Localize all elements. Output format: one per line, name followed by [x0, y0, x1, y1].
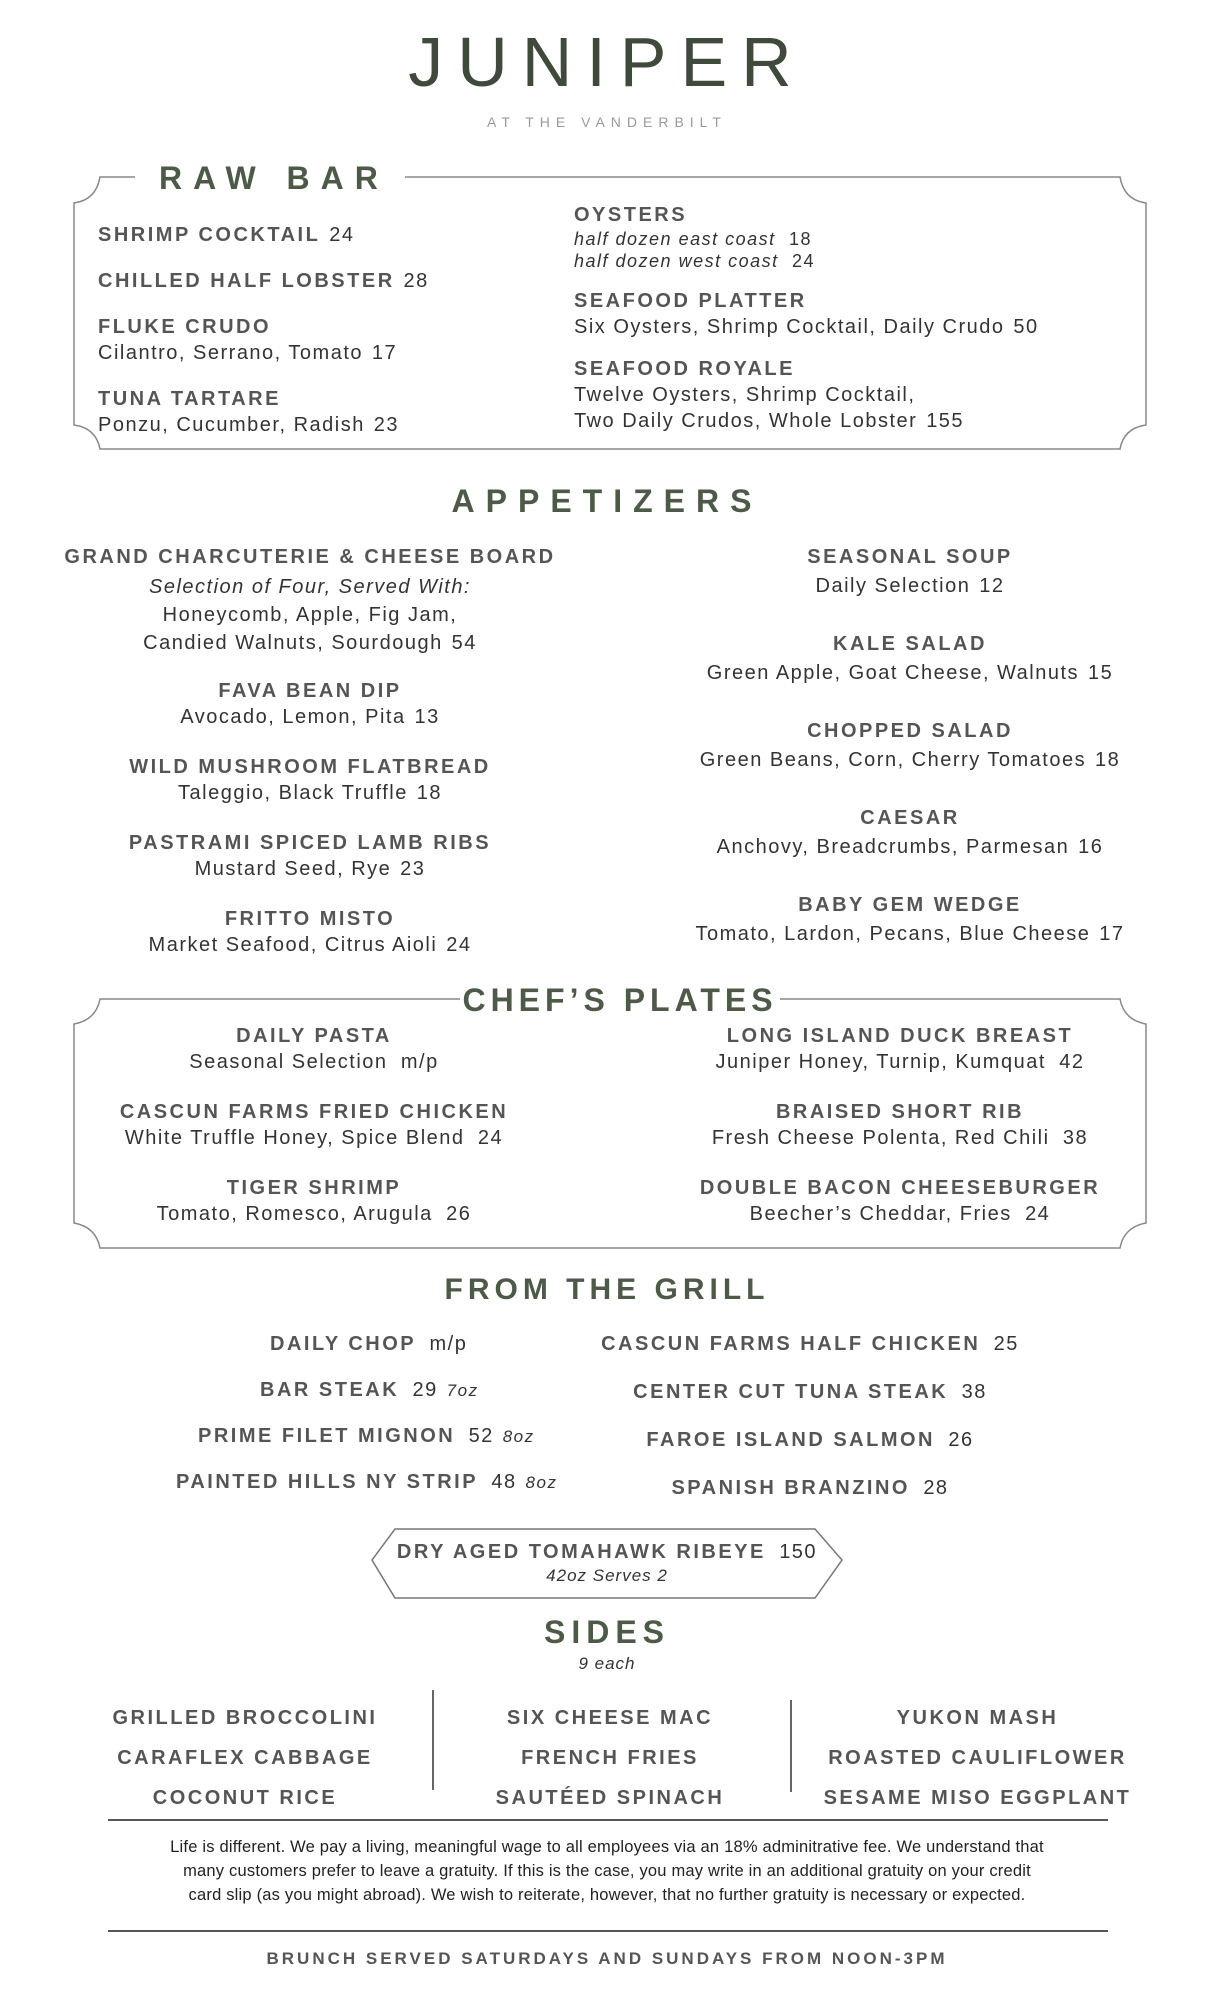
- side-item: ROASTED CAULIFLOWER: [828, 1747, 1127, 1769]
- menu-item-desc: Green Beans, Corn, Cherry Tomatoes 18: [699, 749, 1121, 771]
- menu-item: CHILLED HALF LOBSTER 28: [98, 270, 429, 292]
- menu-item-desc: White Truffle Honey, Spice Blend 24: [124, 1127, 504, 1149]
- sides-col-1: [90, 1698, 400, 1818]
- menu-item: SEAFOOD ROYALE: [574, 358, 795, 380]
- menu-item: OYSTERS: [574, 204, 688, 226]
- menu-item: CENTER CUT TUNA STEAK 38: [633, 1381, 987, 1403]
- side-item: SAUTÉED SPINACH: [495, 1787, 725, 1809]
- menu-item: WILD MUSHROOM FLATBREAD: [129, 756, 491, 778]
- raw-bar-left: [98, 223, 538, 439]
- side-item: CARAFLEX CABBAGE: [117, 1747, 373, 1769]
- sides-divider: [432, 1690, 434, 1790]
- chefs-plates-right: [660, 1024, 1140, 1228]
- menu-item-desc: Anchovy, Breadcrumbs, Parmesan 16: [716, 836, 1104, 858]
- appetizers-left: [40, 545, 580, 959]
- brand-logo: JUNIPER: [408, 23, 806, 101]
- menu-item-desc: Tomato, Lardon, Pecans, Blue Cheese 17: [695, 923, 1125, 945]
- menu-item: LONG ISLAND DUCK BREAST: [726, 1025, 1074, 1047]
- menu-item: PRIME FILET MIGNON 52 8oz: [198, 1425, 535, 1447]
- menu-item: GRAND CHARCUTERIE & CHEESE BOARD: [64, 546, 556, 568]
- gratuity-note: [60, 1835, 1154, 1907]
- side-item: COCONUT RICE: [152, 1787, 338, 1809]
- menu-item: PASTRAMI SPICED LAMB RIBS: [128, 832, 492, 854]
- menu-item-desc: Avocado, Lemon, Pita 13: [180, 706, 440, 728]
- gratuity-note-line: many customers prefer to leave a gratuity. If this is the case, you may write in an additional gratuity on your credit: [183, 1862, 1031, 1880]
- menu-item: FRITTO MISTO: [224, 908, 396, 930]
- menu-item: PAINTED HILLS NY STRIP 48 8oz: [176, 1471, 558, 1493]
- side-item: SIX CHEESE MAC: [506, 1707, 714, 1729]
- chefs-plates-title: CHEF’S PLATES: [460, 982, 780, 1019]
- menu-item-desc: Daily Selection 12: [815, 575, 1005, 597]
- menu-item-desc: Cilantro, Serrano, Tomato 17: [98, 342, 398, 364]
- grill-title: FROM THE GRILL: [444, 1273, 770, 1306]
- feature-item: DRY AGED TOMAHAWK RIBEYE 150: [396, 1541, 818, 1563]
- menu-item: DAILY CHOP m/p: [270, 1333, 468, 1355]
- raw-bar-title: RAW BAR: [153, 160, 395, 197]
- menu-item-desc: Ponzu, Cucumber, Radish 23: [98, 414, 399, 436]
- footer-divider: [108, 1930, 1108, 1932]
- menu-item-desc: Six Oysters, Shrimp Cocktail, Daily Crudo 50: [574, 316, 1039, 338]
- menu-item-desc: Fresh Cheese Polenta, Red Chili 38: [711, 1127, 1089, 1149]
- feature-note: 42oz Serves 2: [546, 1566, 668, 1585]
- menu-item: FAROE ISLAND SALMON 26: [646, 1429, 974, 1451]
- gratuity-note-line: Life is different. We pay a living, meaningful wage to all employees via an 18% adminitrative fee. We understand that: [170, 1838, 1044, 1856]
- appetizers-right: [630, 545, 1190, 948]
- sides-col-2: [455, 1698, 765, 1818]
- menu-item-desc: Juniper Honey, Turnip, Kumquat 42: [715, 1051, 1085, 1073]
- menu-item-desc: Twelve Oysters, Shrimp Cocktail,: [574, 384, 916, 406]
- grill-right: [600, 1332, 1020, 1502]
- menu-item-desc: Green Apple, Goat Cheese, Walnuts 15: [706, 662, 1114, 684]
- side-item: FRENCH FRIES: [521, 1747, 699, 1769]
- menu-item: SHRIMP COCKTAIL 24: [98, 224, 355, 246]
- menu-item: BAR STEAK 29 7oz: [260, 1379, 479, 1401]
- menu-item-desc: half dozen west coast 24: [574, 251, 815, 271]
- menu-item-desc: Market Seafood, Citrus Aioli 24: [148, 934, 472, 956]
- side-item: YUKON MASH: [896, 1707, 1059, 1729]
- side-item: GRILLED BROCCOLINI: [112, 1707, 378, 1729]
- menu-item: CASCUN FARMS HALF CHICKEN 25: [601, 1333, 1019, 1355]
- menu-item-desc: Mustard Seed, Rye 23: [194, 858, 426, 880]
- menu-item: DAILY PASTA: [236, 1025, 392, 1047]
- sides-divider: [790, 1700, 792, 1792]
- raw-bar-right: [574, 203, 1134, 435]
- appetizers-title: APPETIZERS: [451, 483, 763, 519]
- menu-item-intro: Selection of Four, Served With:: [148, 576, 471, 598]
- gratuity-note-line: card slip (as you might abroad). We wish to reiterate, however, that no further gratuity is necessary or expected.: [188, 1886, 1026, 1904]
- menu-item: CHOPPED SALAD: [807, 720, 1013, 742]
- menu-item: FAVA BEAN DIP: [218, 680, 402, 702]
- menu-item: BABY GEM WEDGE: [798, 894, 1022, 916]
- menu-item: CAESAR: [860, 807, 960, 829]
- menu-item: TUNA TARTARE: [98, 388, 281, 410]
- menu-item-desc: Candied Walnuts, Sourdough 54: [143, 632, 477, 654]
- menu-item: BRAISED SHORT RIB: [775, 1101, 1025, 1123]
- menu-item: SEAFOOD PLATTER: [574, 290, 807, 312]
- sides-col-3: [805, 1698, 1150, 1818]
- sides-subtitle: 9 each: [578, 1654, 636, 1673]
- menu-item: SPANISH BRANZINO 28: [671, 1477, 949, 1499]
- menu-item-desc: Tomato, Romesco, Arugula 26: [156, 1203, 472, 1225]
- side-item: SESAME MISO EGGPLANT: [823, 1787, 1132, 1809]
- brand-tagline: AT THE VANDERBILT: [487, 114, 727, 130]
- menu-item-desc: Taleggio, Black Truffle 18: [178, 782, 442, 804]
- brunch-note: BRUNCH SERVED SATURDAYS AND SUNDAYS FROM NOON-3PM: [266, 1949, 948, 1968]
- menu-item-desc: Beecher’s Cheddar, Fries 24: [749, 1203, 1051, 1225]
- chefs-plates-left: [84, 1024, 544, 1228]
- menu-item: FLUKE CRUDO: [98, 316, 272, 338]
- menu-item: SEASONAL SOUP: [807, 546, 1013, 568]
- menu-item: DOUBLE BACON CHEESEBURGER: [699, 1177, 1101, 1199]
- menu-item-desc: Seasonal Selection m/p: [189, 1051, 439, 1073]
- footer-divider: [108, 1819, 1108, 1821]
- sides-title: SIDES: [543, 1614, 671, 1650]
- menu-item: TIGER SHRIMP: [226, 1177, 402, 1199]
- menu-item-desc: Two Daily Crudos, Whole Lobster 155: [574, 410, 965, 432]
- menu-item-desc: Honeycomb, Apple, Fig Jam,: [162, 604, 458, 626]
- menu-item: CASCUN FARMS FRIED CHICKEN: [119, 1101, 509, 1123]
- grill-feature: [372, 1540, 842, 1587]
- menu-item: KALE SALAD: [833, 633, 987, 655]
- menu-item-desc: half dozen east coast 18: [574, 229, 812, 249]
